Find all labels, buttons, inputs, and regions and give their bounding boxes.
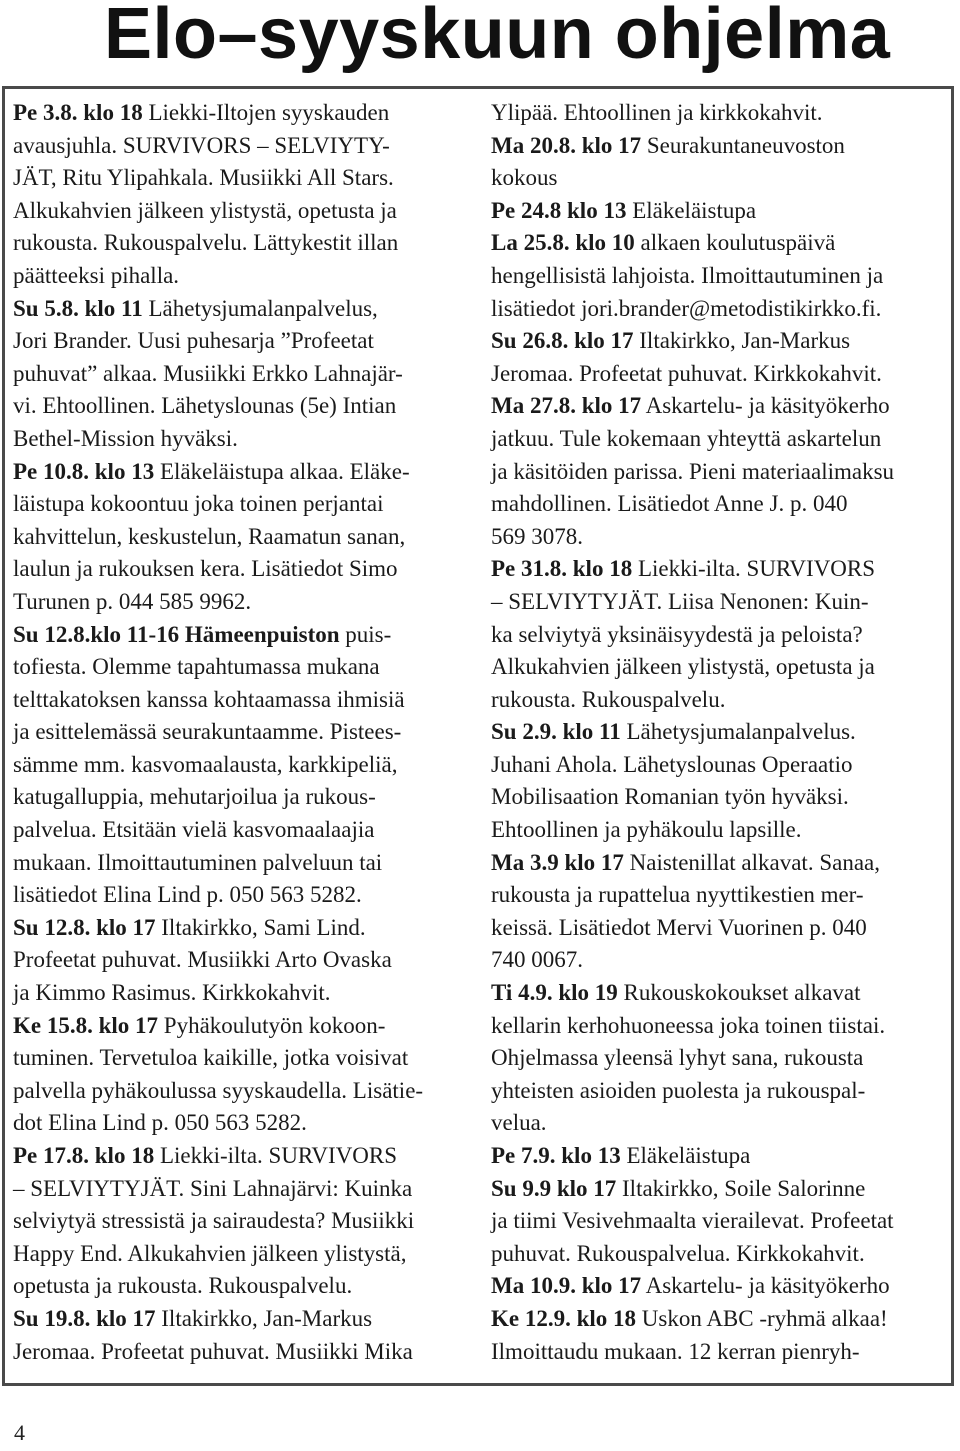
text-line: [491, 781, 951, 814]
event-text: ja tiimi Vesivehmaalta vierailevat. Profeetat: [491, 1208, 894, 1234]
text-line: [13, 1010, 471, 1043]
text-line: [13, 162, 471, 195]
event-text: selviytyä stressistä ja sairaudesta? Musiikki: [13, 1208, 415, 1234]
text-line: [13, 325, 471, 358]
event-text: Liekki-ilta. SURVIVORS: [154, 1143, 398, 1168]
event-text: puhuvat” alkaa. Musiikki Erkko Lahnajär-: [13, 360, 403, 386]
event-text: Ilmoittaudu mukaan. 12 kerran pienryh-: [491, 1338, 860, 1364]
text-line: [491, 1173, 951, 1206]
event-date-time: Ma 3.9 klo 17: [491, 849, 624, 875]
text-line: [13, 879, 471, 912]
event-text: tofiesta. Olemme tapahtumassa mukana: [13, 654, 380, 680]
text-line: [13, 716, 471, 749]
event-date-time: Pe 31.8. klo 18: [491, 556, 633, 582]
event-text: laulun ja rukouksen kera. Lisätiedot Simo: [13, 556, 398, 582]
event-text: Pyhäkoulutyön kokoon-: [158, 1012, 386, 1038]
text-line: [491, 1107, 951, 1140]
event-date-time: Ke 12.9. klo 18: [491, 1305, 637, 1331]
text-line: [491, 879, 951, 912]
text-line: [13, 1336, 471, 1369]
text-line: [491, 521, 951, 554]
event-text: Askartelu- ja käsityökerho: [641, 1273, 890, 1299]
text-line: [491, 749, 951, 782]
text-line: [13, 684, 471, 717]
event-text: hengellisistä lahjoista. Ilmoittautuminen ja: [491, 262, 884, 288]
event-text: 740 0067.: [491, 947, 583, 973]
event-text: mukaan. Ilmoittautuminen palveluun tai: [13, 849, 383, 875]
text-line: [13, 1303, 471, 1336]
text-line: [13, 619, 471, 652]
text-line: [491, 651, 951, 684]
event-text: JÄT, Ritu Ylipahkala. Musiikki All Stars.: [13, 165, 394, 191]
event-text: kokous: [491, 165, 558, 191]
text-line: [13, 456, 471, 489]
event-text: velua.: [491, 1110, 547, 1136]
event-text: Alkukahvien jälkeen ylistystä, opetusta ja: [491, 654, 875, 680]
event-text: Jori Brander. Uusi puhesarja ”Profeetat: [13, 328, 374, 354]
event-text: rukousta ja rupattelua nyyttikestien mer-: [491, 882, 864, 908]
event-date-time: Pe 17.8. klo 18: [13, 1143, 155, 1168]
page-title: Elo–syyskuun ohjelma: [104, 0, 891, 74]
event-date-time: Ma 27.8. klo 17: [491, 393, 642, 419]
event-text: katugalluppia, mehutarjoilua ja rukous-: [13, 784, 376, 810]
event-text: Alkukahvien jälkeen ylistystä, opetusta ja: [13, 197, 397, 223]
text-line: [13, 977, 471, 1010]
event-text: Lähetysjumalanpalvelus.: [620, 719, 856, 745]
event-text: Ylipää. Ehtoollinen ja kirkkokahvit.: [491, 100, 823, 125]
event-text: Iltakirkko, Soile Salorinne: [616, 1175, 866, 1201]
event-text: Jeromaa. Profeetat puhuvat. Kirkkokahvit.: [491, 360, 882, 386]
text-line: [491, 488, 951, 521]
text-line: [13, 260, 471, 293]
text-line: [491, 1205, 951, 1238]
text-line: [491, 1042, 951, 1075]
text-line: [13, 912, 471, 945]
event-text: avausjuhla. SURVIVORS – SELVIYTY-: [13, 132, 390, 158]
text-line: [13, 1042, 471, 1075]
event-text: Lähetysjumalanpalvelus,: [142, 295, 378, 321]
text-line: [491, 1303, 951, 1336]
text-line: [13, 1238, 471, 1271]
text-line: [491, 162, 951, 195]
event-text: Ehtoollinen ja pyhäkoulu lapsille.: [491, 817, 802, 843]
event-text: Rukouskokoukset alkavat: [617, 980, 861, 1006]
event-date-time: Ke 15.8. klo 17: [13, 1012, 159, 1038]
text-line: [13, 1107, 471, 1140]
event-text: palvella pyhäkoulussa syyskaudella. Lisätie-: [13, 1077, 424, 1103]
event-text: Liekki-Iltojen syyskauden: [142, 100, 390, 125]
event-text: sämme mm. kasvomaalausta, karkkipeliä,: [13, 751, 398, 777]
event-text: telttakatoksen kanssa kohtaamassa ihmisiä: [13, 686, 405, 712]
event-date-time: Su 26.8. klo 17: [491, 328, 634, 354]
event-text: puhuvat. Rukouspalvelua. Kirkkokahvit.: [491, 1240, 865, 1266]
event-text: – SELVIYTYJÄT. Sini Lahnajärvi: Kuinka: [13, 1175, 413, 1201]
event-text: läistupa kokoontuu joka toinen perjantai: [13, 491, 384, 517]
text-line: [13, 195, 471, 228]
event-text: alkaen koulutuspäivä: [634, 230, 836, 256]
event-date-time: Ti 4.9. klo 19: [491, 980, 618, 1006]
event-text: dot Elina Lind p. 050 563 5282.: [13, 1110, 307, 1136]
event-text: mahdollinen. Lisätiedot Anne J. p. 040: [491, 491, 848, 517]
text-line: [491, 358, 951, 391]
event-text: Happy End. Alkukahvien jälkeen ylistystä,: [13, 1240, 407, 1266]
event-text: Jeromaa. Profeetat puhuvat. Musiikki Mika: [13, 1338, 413, 1364]
text-line: [13, 651, 471, 684]
page-number: 4: [14, 1420, 25, 1445]
event-date-time: Su 19.8. klo 17: [13, 1305, 156, 1331]
text-line: [491, 227, 951, 260]
text-line: [491, 1075, 951, 1108]
event-text: Mobilisaation Romanian työn hyväksi.: [491, 784, 849, 810]
event-text: Iltakirkko, Jan-Markus: [155, 1305, 373, 1331]
text-line: [491, 586, 951, 619]
event-text: 569 3078.: [491, 523, 583, 549]
event-text: ja Kimmo Rasimus. Kirkkokahvit.: [13, 980, 331, 1006]
event-text: lisätiedot Elina Lind p. 050 563 5282.: [13, 882, 362, 908]
event-date-time: Pe 7.9. klo 13: [491, 1143, 621, 1168]
text-line: [491, 977, 951, 1010]
event-text: lisätiedot jori.brander@metodistikirkko.fi.: [491, 295, 882, 321]
event-text: tuminen. Tervetuloa kaikille, jotka voisivat: [13, 1045, 409, 1071]
event-date-time: Pe 24.8 klo 13: [491, 197, 627, 223]
text-line: [13, 521, 471, 554]
event-text: Eläkeläistupa: [626, 197, 757, 223]
event-date-time: Su 9.9 klo 17: [491, 1175, 617, 1201]
event-text: palvelua. Etsitään vielä kasvomaalaajia: [13, 817, 375, 843]
event-text: Eläkeläistupa: [620, 1143, 751, 1168]
text-line: [491, 553, 951, 586]
event-text: Uskon ABC -ryhmä alkaa!: [636, 1305, 888, 1331]
text-line: [13, 586, 471, 619]
program-column-right: [491, 97, 951, 1368]
text-line: [491, 325, 951, 358]
text-line: [13, 553, 471, 586]
event-text: ka selviytyä yksinäisyydestä ja peloista?: [491, 621, 863, 647]
event-text: Ohjelmassa yleensä lyhyt sana, rukousta: [491, 1045, 864, 1071]
text-line: [13, 130, 471, 163]
event-date-time: Ma 20.8. klo 17: [491, 132, 642, 158]
text-line: [491, 944, 951, 977]
event-text: yhteisten asioiden puolesta ja rukouspal-: [491, 1077, 866, 1103]
event-date-time: Pe 10.8. klo 13: [13, 458, 155, 484]
program-box: [2, 86, 954, 1386]
event-text: Profeetat puhuvat. Musiikki Arto Ovaska: [13, 947, 392, 973]
text-line: [13, 1173, 471, 1206]
text-line: [491, 684, 951, 717]
event-text: rukousta. Rukouspalvelu.: [491, 686, 726, 712]
event-text: Liekki-ilta. SURVIVORS: [632, 556, 876, 582]
text-line: [491, 1010, 951, 1043]
text-line: [491, 1336, 951, 1369]
text-line: [491, 619, 951, 652]
event-text: kahvittelun, keskustelun, Raamatun sanan,: [13, 523, 406, 549]
event-text: päätteeksi pihalla.: [13, 262, 180, 288]
text-line: [13, 944, 471, 977]
text-line: [491, 260, 951, 293]
event-text: – SELVIYTYJÄT. Liisa Nenonen: Kuin-: [491, 588, 869, 614]
event-date-time: La 25.8. klo 10: [491, 230, 635, 256]
event-date-time: Su 5.8. klo 11: [13, 295, 143, 321]
text-line: [491, 1140, 951, 1173]
text-line: [13, 423, 471, 456]
text-line: [13, 1075, 471, 1108]
event-text: Naistenillat alkavat. Sanaa,: [623, 849, 880, 875]
text-line: [491, 1270, 951, 1303]
text-line: [13, 1205, 471, 1238]
event-text: vi. Ehtoollinen. Lähetyslounas (5e) Intian: [13, 393, 397, 419]
text-line: [13, 814, 471, 847]
event-text: Iltakirkko, Sami Lind.: [155, 914, 366, 940]
event-text: keissä. Lisätiedot Mervi Vuorinen p. 040: [491, 914, 867, 940]
event-date-time: Su 2.9. klo 11: [491, 719, 621, 745]
event-date-time: Ma 10.9. klo 17: [491, 1273, 642, 1299]
text-line: [13, 488, 471, 521]
text-line: [13, 749, 471, 782]
event-text: Turunen p. 044 585 9962.: [13, 588, 252, 614]
event-text: Bethel-Mission hyväksi.: [13, 425, 238, 451]
text-line: [13, 781, 471, 814]
event-text: Eläkeläistupa alkaa. Eläke-: [154, 458, 410, 484]
event-text: opetusta ja rukousta. Rukouspalvelu.: [13, 1273, 353, 1299]
event-date-time: Pe 3.8. klo 18: [13, 100, 143, 125]
text-line: [491, 716, 951, 749]
text-line: [491, 423, 951, 456]
text-line: [13, 227, 471, 260]
text-line: [491, 912, 951, 945]
event-text: ja esittelemässä seurakuntaamme. Pistees-: [13, 719, 402, 745]
text-line: [491, 456, 951, 489]
text-line: [491, 293, 951, 326]
event-text: kellarin kerhohuoneessa joka toinen tiistai.: [491, 1012, 886, 1038]
text-line: [491, 130, 951, 163]
text-line: [13, 390, 471, 423]
text-line: [491, 97, 951, 130]
text-line: [13, 1140, 471, 1173]
event-text: Iltakirkko, Jan-Markus: [633, 328, 851, 354]
text-line: [13, 847, 471, 880]
event-text: rukousta. Rukouspalvelu. Lättykestit illan: [13, 230, 399, 256]
text-line: [491, 847, 951, 880]
program-column-left: [13, 97, 471, 1368]
event-date-time: Su 12.8. klo 17: [13, 914, 156, 940]
event-text: Seurakuntaneuvoston: [641, 132, 845, 158]
event-date-time: Su 12.8.klo 11-16 Hämeenpuiston: [13, 621, 340, 647]
text-line: [13, 1270, 471, 1303]
text-line: [13, 358, 471, 391]
text-line: [13, 293, 471, 326]
event-text: Askartelu- ja käsityökerho: [641, 393, 890, 419]
event-text: Juhani Ahola. Lähetyslounas Operaatio: [491, 751, 853, 777]
text-line: [491, 814, 951, 847]
text-line: [491, 195, 951, 228]
event-text: puis-: [339, 621, 392, 647]
text-line: [491, 390, 951, 423]
event-text: jatkuu. Tule kokemaan yhteyttä askartelun: [491, 425, 882, 451]
event-text: ja käsitöiden parissa. Pieni materiaalimaksu: [491, 458, 895, 484]
text-line: [491, 1238, 951, 1271]
text-line: [13, 97, 471, 130]
